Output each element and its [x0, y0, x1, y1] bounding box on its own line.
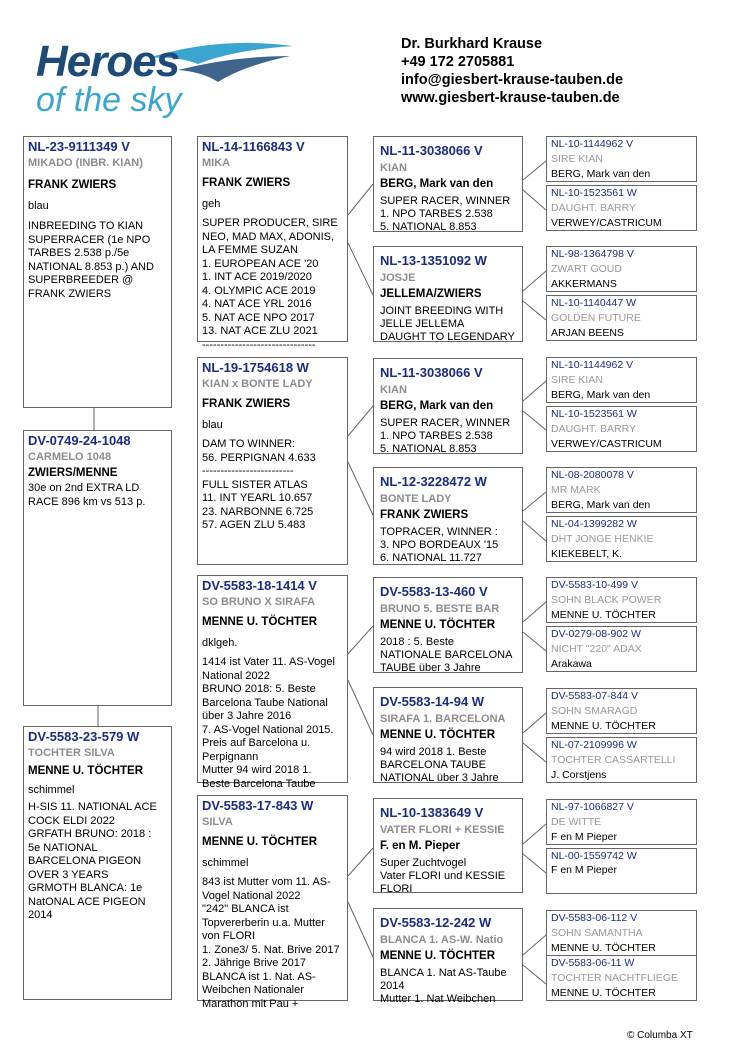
- pigeon-color: blau: [28, 200, 49, 212]
- pigeon-color: schimmel: [28, 784, 75, 796]
- pigeon-name: SO BRUNO X SIRAFA: [202, 596, 316, 608]
- heroes-of-the-sky-logo: [28, 30, 303, 120]
- pedigree-box-great-grandparent[interactable]: [546, 910, 697, 956]
- pedigree-box-grandparent[interactable]: [373, 136, 523, 232]
- pigeon-name: ZWART GOUD: [551, 263, 622, 275]
- ring-number: NL-04-1399282 W: [551, 518, 637, 530]
- ring-number: NL-11-3038066 V: [380, 143, 483, 158]
- breeder-name: MENNE U. TÖCHTER: [380, 950, 495, 962]
- pedigree-box-grandparent[interactable]: [373, 467, 523, 565]
- ring-number: DV-5583-17-843 W: [202, 798, 314, 813]
- breeder-name: FRANK ZWIERS: [380, 509, 469, 521]
- pigeon-description: SUPER PRODUCER, SIRE NEO, MAD MAX, ADONIS, LA FEMME SUZAN 1. EUROPEAN ACE '20 1. INT ACE 2019/2020 4. OLYMPIC ACE 2019 4. NAT ACE YRL 2016 5. NAT ACE NPO 2017 13. NAT ACE ZLU 2021 -------------------------------: [202, 217, 338, 351]
- ring-number: NL-11-3038066 V: [380, 365, 483, 380]
- ring-number: DV-5583-12-242 W: [380, 915, 492, 930]
- pedigree-box-great-grandparent[interactable]: [546, 406, 697, 452]
- pigeon-name: SIRAFA 1. BARCELONA: [380, 713, 506, 725]
- breeder-name: VERWEY/CASTRICUM: [551, 217, 662, 229]
- breeder-name: FRANK ZWIERS: [28, 179, 117, 191]
- pedigree-box-great-grandparent[interactable]: [546, 295, 697, 341]
- pigeon-description: 94 wird 2018 1. Beste BARCELONA TAUBE NATIONAL über 3 Jahre: [380, 746, 499, 784]
- pigeon-description: 1414 ist Vater 11. AS-Vogel National 2022 BRUNO 2018: 5. Beste Barcelona Taube National über 3 Jahre 2016 7. AS-Vogel National 2015. Preis auf Barcelona u. Perpignann Mutter 94 wird 2018 1. Beste Barcelona Taube: [202, 656, 335, 790]
- pedigree-box-parent[interactable]: [197, 357, 348, 565]
- pigeon-description: 843 ist Mutter vom 11. AS- Vogel National 2022 "242" BLANCA ist Topvererberin u.a. Mutter von FLORI 1. Zone3/ 5. Nat. Brive 2017 2. Jährige Brive 2017 BLANCA ist 1. Nat. AS- Weibchen Nationaler Marathon mit Pau +: [202, 876, 340, 1010]
- pigeon-name: TOCHTER NACHTFLIEGE: [551, 972, 678, 984]
- ring-number: NL-14-1166843 V: [202, 139, 305, 154]
- pedigree-box-parent[interactable]: [197, 575, 348, 790]
- pigeon-name: MIKA: [202, 157, 231, 169]
- pedigree-box-grandparent[interactable]: [373, 577, 523, 673]
- pigeon-description: 2018 : 5. Beste NATIONALE BARCELONA TAUBE über 3 Jahre: [380, 636, 513, 674]
- contact-email: info@giesbert-krause-tauben.de: [401, 72, 624, 88]
- breeder-name: BERG, Mark van den: [551, 499, 651, 511]
- ring-number: NL-12-3228472 W: [380, 474, 487, 489]
- ring-number: DV-5583-13-460 V: [380, 584, 488, 599]
- pigeon-color: dklgeh.: [202, 637, 238, 649]
- pigeon-name: BLANCA 1. AS-W. Natio: [380, 934, 504, 946]
- pigeon-name: CARMELO 1048: [28, 451, 112, 463]
- ring-number: NL-10-1523561 W: [551, 408, 637, 420]
- breeder-name: J. Corstjens: [551, 769, 607, 781]
- pedigree-box-grandparent[interactable]: [373, 908, 523, 1005]
- ring-number: DV-0279-08-902 W: [551, 628, 641, 640]
- breeder-name: ARJAN BEENS: [551, 327, 624, 339]
- breeder-name: MENNE U. TÖCHTER: [551, 720, 656, 732]
- breeder-name: F en M Pieper: [551, 864, 617, 876]
- breeder-name: ZWIERS/MENNE: [28, 467, 118, 479]
- pigeon-name: BRUNO 5. BESTE BAR: [380, 603, 500, 615]
- pedigree-box-grandparent[interactable]: [373, 798, 523, 893]
- ring-number: NL-19-1754618 W: [202, 360, 309, 375]
- pedigree-box-grandparent[interactable]: [373, 687, 523, 783]
- ring-number: NL-08-2080078 V: [551, 469, 634, 481]
- ring-number: NL-13-1351092 W: [380, 253, 487, 268]
- breeder-name: MENNE U. TÖCHTER: [202, 616, 317, 628]
- breeder-name: BERG, Mark van den: [551, 168, 651, 180]
- pigeon-color: schimmel: [202, 857, 249, 869]
- pigeon-name: VATER FLORI + KESSIE: [380, 824, 505, 836]
- pedigree-box-great-grandparent[interactable]: [546, 357, 697, 403]
- pigeon-description: H-SIS 11. NATIONAL ACE COCK ELDI 2022 GRFATH BRUNO: 2018 : 5e NATIONAL BARCELONA PIGEON OVER 3 YEARS GRMOTH BLANCA: 1e NatONAL ACE PIGEON 2014: [28, 801, 157, 921]
- ring-number: DV-5583-10-499 V: [551, 579, 638, 591]
- pigeon-name: KIAN x BONTE LADY: [202, 378, 313, 390]
- contact-name: Dr. Burkhard Krause: [401, 36, 543, 52]
- copyright-notice: © Columba XT: [627, 1030, 693, 1041]
- pigeon-description: BLANCA 1. Nat AS-Taube 2014 Mutter 1. Nat Weibchen: [380, 967, 507, 1005]
- ring-number: NL-23-9111349 V: [28, 139, 130, 154]
- pigeon-name: SIRE KIAN: [551, 374, 603, 386]
- pedigree-box-great-grandparent[interactable]: [546, 799, 697, 845]
- ring-number: NL-07-2109996 W: [551, 739, 637, 751]
- pigeon-description: INBREEDING TO KIAN SUPERRACER (1e NPO TARBES 2.538 p./5e NATIONAL 8.853 p.) AND SUPERBREEDER @ FRANK ZWIERS: [28, 220, 154, 300]
- pigeon-name: SIRE KIAN: [551, 153, 603, 165]
- ring-number: DV-0749-24-1048: [28, 433, 131, 448]
- pedigree-box-great-grandparent[interactable]: [546, 577, 697, 623]
- breeder-name: BERG, Mark van den: [380, 178, 494, 190]
- pigeon-name: SOHN BLACK POWER: [551, 594, 662, 606]
- pigeon-name: SOHN SAMANTHA: [551, 927, 643, 939]
- pigeon-name: SOHN SMARAGD: [551, 705, 638, 717]
- breeder-name: BERG, Mark van den: [380, 400, 494, 412]
- pigeon-color: geh: [202, 198, 221, 210]
- pigeon-name: DE WITTE: [551, 816, 602, 828]
- breeder-name: JELLEMA/ZWIERS: [380, 288, 482, 300]
- pedigree-box-grandparent[interactable]: [373, 246, 523, 342]
- pedigree-box-parent[interactable]: [197, 136, 348, 351]
- pigeon-name: MR MARK: [551, 484, 601, 496]
- pedigree-box-great-grandparent[interactable]: [546, 467, 697, 513]
- pedigree-box-subject[interactable]: [23, 726, 172, 1000]
- pigeon-name: DAUGHT. BARRY: [551, 423, 636, 435]
- pedigree-box-great-grandparent[interactable]: [546, 626, 697, 672]
- breeder-name: F. en M. Pieper: [380, 840, 460, 852]
- ring-number: DV-5583-06-112 V: [551, 912, 638, 924]
- pigeon-description: 30e on 2nd EXTRA LD RACE 896 km vs 513 p.: [28, 482, 146, 508]
- pedigree-box-great-grandparent[interactable]: [546, 848, 697, 894]
- pedigree-box-grandparent[interactable]: [373, 358, 523, 454]
- breeder-name: AKKERMANS: [551, 278, 617, 290]
- pedigree-box-great-grandparent[interactable]: [546, 955, 697, 1001]
- pedigree-box-parent[interactable]: [197, 795, 348, 1010]
- ring-number: NL-10-1383649 V: [380, 805, 484, 820]
- pigeon-name: DHT JONGE HENKIE: [551, 533, 654, 545]
- pigeon-description: DAM TO WINNER: 56. PERPIGNAN 4.633 ------------------------- FULL SISTER ATLAS 11. INT YEARL 10.657 23. NARBONNE 6.725 57. AGEN ZLU 5.483: [202, 438, 316, 531]
- pigeon-name: KIAN: [380, 162, 407, 174]
- breeder-name: Arakawa: [551, 658, 592, 670]
- breeder-name: MENNE U. TÖCHTER: [202, 836, 317, 848]
- ring-number: NL-10-1144962 V: [551, 359, 634, 371]
- logo-line-1: Heroes: [36, 37, 180, 86]
- ring-number: DV-5583-18-1414 V: [202, 578, 317, 593]
- contact-website: www.giesbert-krause-tauben.de: [401, 90, 620, 106]
- breeder-name: FRANK ZWIERS: [202, 398, 291, 410]
- pedigree-box-great-grandparent[interactable]: [546, 737, 697, 783]
- breeder-name: MENNE U. TÖCHTER: [551, 942, 656, 954]
- ring-number: DV-5583-06-11 W: [551, 957, 635, 969]
- pedigree-box-subject[interactable]: [23, 136, 172, 408]
- breeder-name: KIEKEBELT, K.: [551, 548, 623, 560]
- pigeon-name: MIKADO (INBR. KIAN): [28, 157, 143, 169]
- ring-number: NL-10-1523561 W: [551, 187, 637, 199]
- pigeon-name: GOLDEN FUTURE: [551, 312, 641, 324]
- breeder-name: FRANK ZWIERS: [202, 177, 291, 189]
- pigeon-description: SUPER RACER, WINNER 1. NPO TARBES 2.538 5. NATIONAL 8.853: [380, 417, 511, 455]
- logo-line-2: of the sky: [36, 81, 182, 119]
- ring-number: NL-00-1559742 W: [551, 850, 637, 862]
- breeder-name: MENNE U. TÖCHTER: [380, 729, 495, 741]
- ring-number: DV-5583-07-844 V: [551, 690, 638, 702]
- pedigree-box-great-grandparent[interactable]: [546, 516, 697, 562]
- pigeon-name: NICHT "220" ADAX: [551, 643, 642, 655]
- pigeon-name: SILVA: [202, 816, 233, 828]
- ring-number: NL-10-1144962 V: [551, 138, 634, 150]
- contact-phone: +49 172 2705881: [401, 54, 515, 70]
- breeder-name: VERWEY/CASTRICUM: [551, 438, 662, 450]
- pigeon-name: JOSJE: [380, 272, 416, 284]
- breeder-name: BERG, Mark van den: [551, 389, 651, 401]
- pigeon-name: TOCHTER CASSARTELLI: [551, 754, 676, 766]
- pedigree-box-subject[interactable]: [23, 430, 172, 706]
- breeder-name: MENNE U. TÖCHTER: [380, 619, 495, 631]
- pigeon-description: TOPRACER, WINNER : 3. NPO BORDEAUX '15 6. NATIONAL 11.727: [380, 526, 499, 564]
- pigeon-description: Super Zuchtvogel Vater FLORI und KESSIE FLORI: [380, 857, 506, 895]
- ring-number: NL-97-1066827 V: [551, 801, 634, 813]
- pedigree-box-great-grandparent[interactable]: [546, 185, 697, 231]
- breeder-name: MENNE U. TÖCHTER: [551, 609, 656, 621]
- pigeon-name: DAUGHT. BARRY: [551, 202, 636, 214]
- breeder-name: F en M Pieper: [551, 831, 617, 843]
- ring-number: DV-5583-14-94 W: [380, 694, 485, 709]
- breeder-name: MENNE U. TÖCHTER: [551, 987, 656, 999]
- pigeon-description: JOINT BREEDING WITH JELLE JELLEMA DAUGHT TO LEGENDARY: [380, 305, 515, 343]
- pigeon-name: BONTE LADY: [380, 493, 452, 505]
- pigeon-name: TOCHTER SILVA: [28, 747, 115, 759]
- pigeon-description: SUPER RACER, WINNER 1. NPO TARBES 2.538 5. NATIONAL 8.853: [380, 195, 511, 233]
- breeder-name: MENNE U. TÖCHTER: [28, 765, 143, 777]
- ring-number: DV-5583-23-579 W: [28, 729, 140, 744]
- ring-number: NL-98-1364798 V: [551, 248, 634, 260]
- ring-number: NL-10-1140447 W: [551, 297, 637, 309]
- pigeon-color: blau: [202, 419, 223, 431]
- pedigree-box-great-grandparent[interactable]: [546, 136, 697, 182]
- pigeon-name: KIAN: [380, 384, 407, 396]
- pedigree-box-great-grandparent[interactable]: [546, 688, 697, 734]
- pedigree-box-great-grandparent[interactable]: [546, 246, 697, 292]
